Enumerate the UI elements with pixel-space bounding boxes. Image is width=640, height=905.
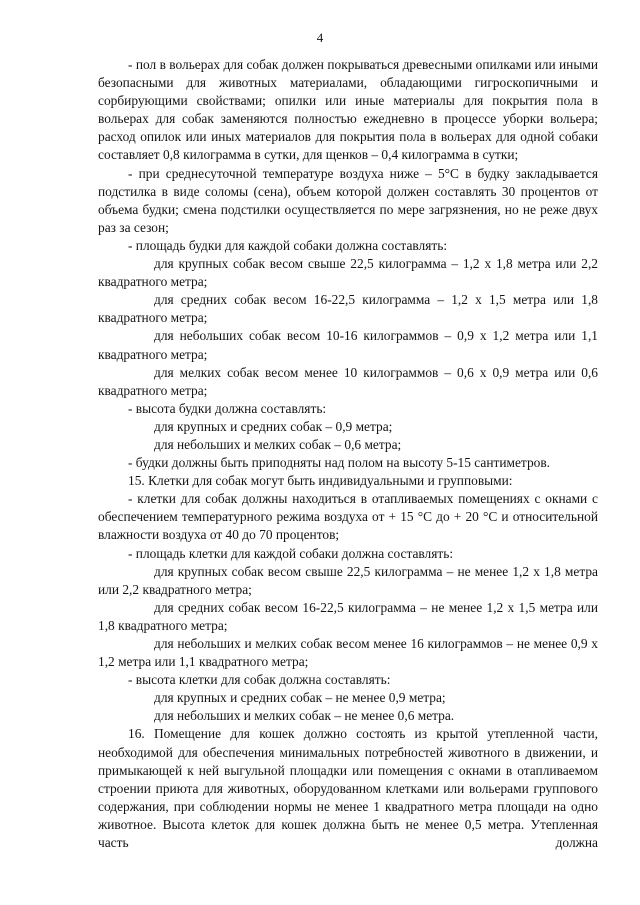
- paragraph-kennel-height-heading: - высота будки должна составлять:: [128, 400, 327, 416]
- paragraph-kennel-height-large: для крупных и средних собак – 0,9 метра;: [154, 418, 393, 434]
- paragraph-kennel-height-small: для небольших и мелких собак – 0,6 метра;: [154, 436, 402, 452]
- paragraph-kennel-raised: - будки должны быть приподняты над полом на высоту 5-15 сантиметров.: [128, 455, 550, 471]
- paragraph-kennel-area-large: для крупных собак весом свыше 22,5 килограмма – 1,2 х 1,8 метра или 2,2 квадратного метра;: [98, 256, 598, 290]
- paragraph-kennel-area-small: для небольших собак весом 10-16 килограммов – 0,9 х 1,2 метра или 1,1 квадратного метра;: [98, 328, 598, 362]
- paragraph-cage-area-heading: - площадь клетки для каждой собаки должна составлять:: [128, 545, 454, 561]
- paragraph-cage-area-small: для небольших и мелких собак весом менее 16 килограммов – не менее 0,9 х 1,2 метра или 1,1 квадратного метра;: [98, 636, 598, 670]
- document-body: [98, 56, 598, 852]
- paragraph-cage-area-large: для крупных собак весом свыше 22,5 килограмма – не менее 1,2 х 1,8 метра или 2,2 квадратного метра;: [98, 563, 598, 597]
- paragraph-kennel-straw: - при среднесуточной температуре воздуха ниже – 5°С в будку закладывается подстилка в виде соломы (сена), объем которой должен составлять 30 процентов от объема будки; смена подстилки осуществляется по мере загрязнения, но не реже двух раз за сезон;: [98, 165, 598, 235]
- paragraph-kennel-area-heading: - площадь будки для каждой собаки должна составлять:: [128, 237, 448, 253]
- paragraph-floor-bedding: - пол в вольерах для собак должен покрываться древесными опилками или иными безопасными для животных материалами, обладающими гигроскопичными и сорбирующими свойствами; опилки или иные материалы для покрытия пола в вольерах для собак заменяются полностью ежедневно в процессе уборки вольера; расход опилок или иных материалов для покрытия пола в вольерах для одной собаки составляет 0,8 килограмма в сутки, для щенков – 0,4 килограмма в сутки;: [98, 57, 598, 163]
- paragraph-section-16: 16. Помещение для кошек должно состоять из крытой утепленной части, необходимой для обеспечения минимальных потребностей животного в движении, и примыкающей к ней выгульной площадки или помещения с окнами в отапливаемом строении приюта для животных, оборудованном клетками или вольерами группового содержания, при соблюдении нормы не менее 1 квадратного метра площади на одно животное. Высота клеток для кошек должна быть не менее 0,5 метра. Утепленная часть должна: [98, 726, 598, 851]
- paragraph-cage-height-small: для небольших и мелких собак – не менее 0,6 метра.: [154, 708, 455, 724]
- page-number: 4: [316, 30, 324, 45]
- paragraph-cage-conditions: - клетки для собак должны находиться в отапливаемых помещениях с окнами с обеспечением температурного режима воздуха от + 15 °С до + 20 °С и относительной влажности воздуха от 40 до 70 процентов;: [98, 491, 598, 543]
- paragraph-cage-area-medium: для средних собак весом 16-22,5 килограмма – не менее 1,2 х 1,5 метра или 1,8 квадратного метра;: [98, 599, 598, 633]
- paragraph-cage-height-heading: - высота клетки для собак должна составлять:: [128, 672, 391, 688]
- paragraph-cage-height-large: для крупных и средних собак – не менее 0,9 метра;: [154, 690, 446, 706]
- paragraph-kennel-area-tiny: для мелких собак весом менее 10 килограммов – 0,6 х 0,9 метра или 0,6 квадратного метра;: [98, 364, 598, 398]
- paragraph-section-15: 15. Клетки для собак могут быть индивидуальными и групповыми:: [128, 473, 513, 489]
- paragraph-kennel-area-medium: для средних собак весом 16-22,5 килограмма – 1,2 х 1,5 метра или 1,8 квадратного метра;: [98, 292, 598, 326]
